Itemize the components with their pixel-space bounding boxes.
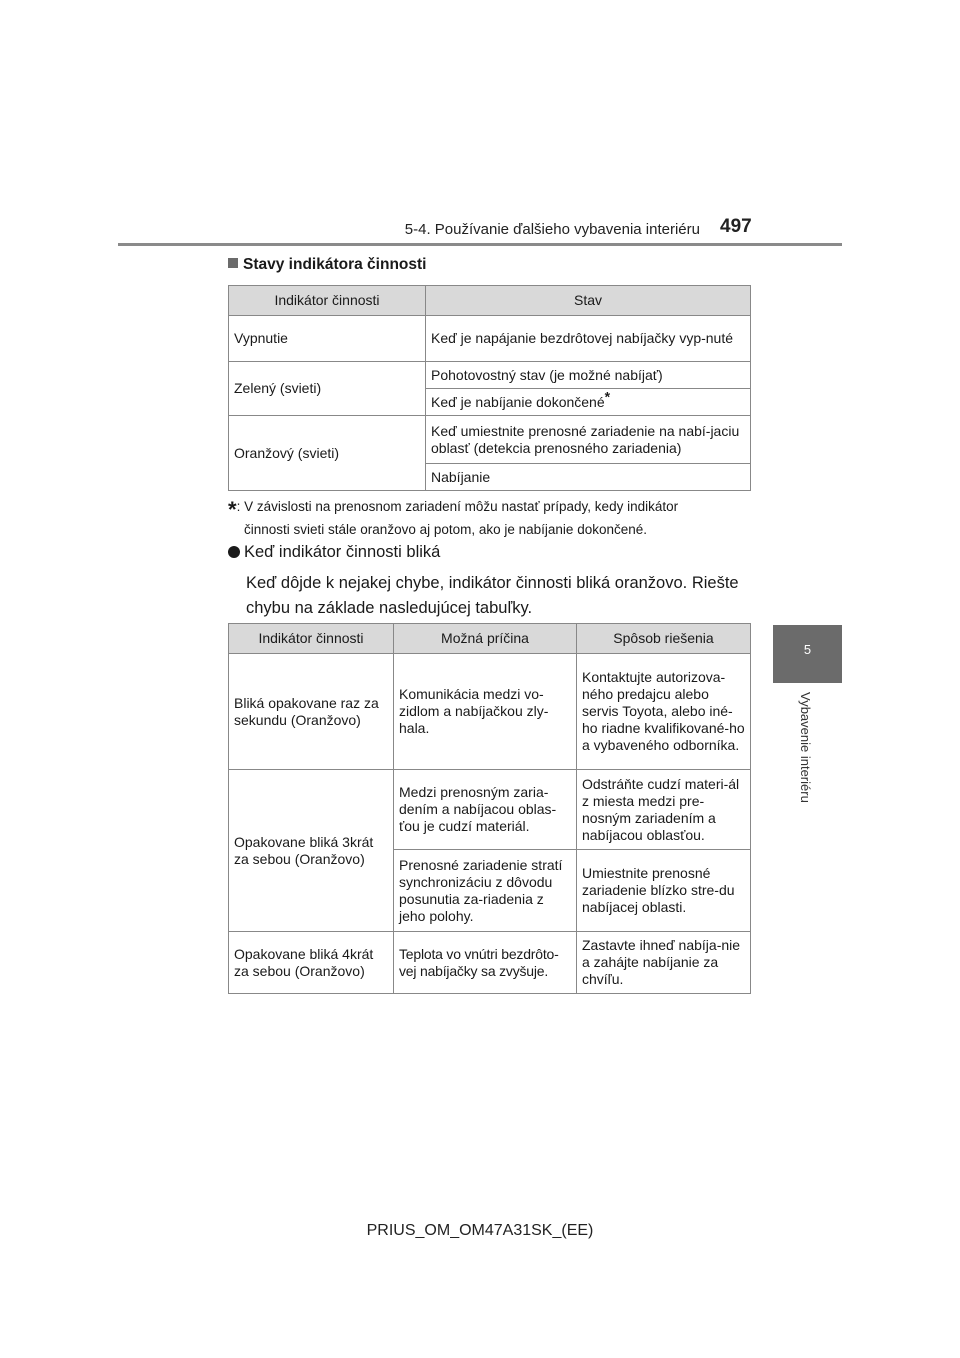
table-row — [229, 416, 751, 464]
state-cell — [426, 389, 751, 416]
indicator-cell: Vypnutie — [229, 316, 426, 362]
chapter-tab: 5 — [773, 625, 842, 683]
indicator-status-table — [228, 285, 751, 491]
column-header: Indikátor činnosti — [229, 624, 394, 654]
footnote-line-2: činnosti svieti stále oranžovo aj potom, ako je nabíjanie dokončené. — [244, 522, 647, 537]
footnote-mark: * — [228, 497, 237, 522]
solution-cell: Zastavte ihneď nabíja-nie a zahájte nabíjanie za chvíľu. — [577, 932, 751, 994]
table-header-row — [229, 624, 751, 654]
cause-cell: Prenosné zariadenie stratí synchronizáciu z dôvodu posunutia za-riadenia z jeho polohy. — [394, 850, 577, 932]
chapter-title: Vybavenie interiéru — [798, 692, 813, 803]
state-text: Keď je nabíjanie dokončené — [431, 393, 605, 410]
indicator-cell: Opakovane bliká 4krát za sebou (Oranžovo) — [229, 932, 394, 994]
bullet-heading — [228, 543, 440, 562]
table-header-row — [229, 286, 751, 316]
column-header: Spôsob riešenia — [577, 624, 751, 654]
state-cell: Nabíjanie — [426, 464, 751, 491]
page-number: 497 — [720, 216, 752, 237]
footnote — [228, 497, 746, 540]
column-header: Možná príčina — [394, 624, 577, 654]
section-heading-text: Stavy indikátora činnosti — [243, 256, 427, 273]
section-heading — [228, 256, 426, 274]
cause-cell: Medzi prenosným zaria-dením a nabíjacou oblas-ťou je cudzí materiál. — [394, 770, 577, 850]
table-row — [229, 932, 751, 994]
column-header: Stav — [426, 286, 751, 316]
solution-cell: Kontaktujte autorizova-ného predajcu alebo servis Toyota, alebo iné-ho riadne kvalifikované-ho a vybaveného odborníka. — [577, 654, 751, 770]
solution-cell: Odstráňte cudzí materi-ál z miesta medzi pre-nosným zariadením a nabíjacou oblasťou. — [577, 770, 751, 850]
cause-cell: Komunikácia medzi vo-zidlom a nabíjačkou zly-hala. — [394, 654, 577, 770]
table-row — [229, 316, 751, 362]
state-cell: Keď umiestnite prenosné zariadenie na nabí-jaciu oblasť (detekcia prenosného zariadenia) — [426, 416, 751, 464]
solution-cell: Umiestnite prenosné zariadenie blízko stre-du nabíjacej oblasti. — [577, 850, 751, 932]
footnote-line-1: : V závislosti na prenosnom zariadení môžu nastať prípady, kedy indikátor — [236, 499, 679, 514]
indicator-cell: Oranžový (svieti) — [229, 416, 426, 491]
table-row — [229, 654, 751, 770]
indicator-cell: Zelený (svieti) — [229, 362, 426, 416]
body-paragraph: Keď dôjde k nejakej chybe, indikátor činnosti bliká oranžovo. Riešte chybu na základe nasledujúcej tabuľky. — [246, 574, 739, 617]
indicator-cell: Opakovane bliká 3krát za sebou (Oranžovo) — [229, 770, 394, 932]
cause-cell: Teplota vo vnútri bezdrôto-vej nabíjačky sa zvyšuje. — [394, 932, 577, 994]
blinking-troubleshoot-table — [228, 623, 751, 994]
table-row — [229, 770, 751, 850]
column-header: Indikátor činnosti — [229, 286, 426, 316]
table-row — [229, 362, 751, 389]
state-cell: Keď je napájanie bezdrôtovej nabíjačky vyp-nuté — [426, 316, 751, 362]
indicator-cell: Bliká opakovane raz za sekundu (Oranžovo) — [229, 654, 394, 770]
document-code: PRIUS_OM_OM47A31SK_(EE) — [366, 1222, 594, 1239]
header-rule — [118, 243, 842, 246]
round-bullet-icon — [228, 546, 240, 558]
chapter-side-label — [770, 692, 845, 822]
bullet-heading-text: Keď indikátor činnosti bliká — [244, 543, 441, 561]
state-cell: Pohotovostný stav (je možné nabíjať) — [426, 362, 751, 389]
square-bullet-icon — [228, 258, 238, 268]
running-header: 5-4. Používanie ďalšieho vybavenia interiéru — [404, 221, 700, 238]
footnote-marker: * — [604, 387, 611, 404]
